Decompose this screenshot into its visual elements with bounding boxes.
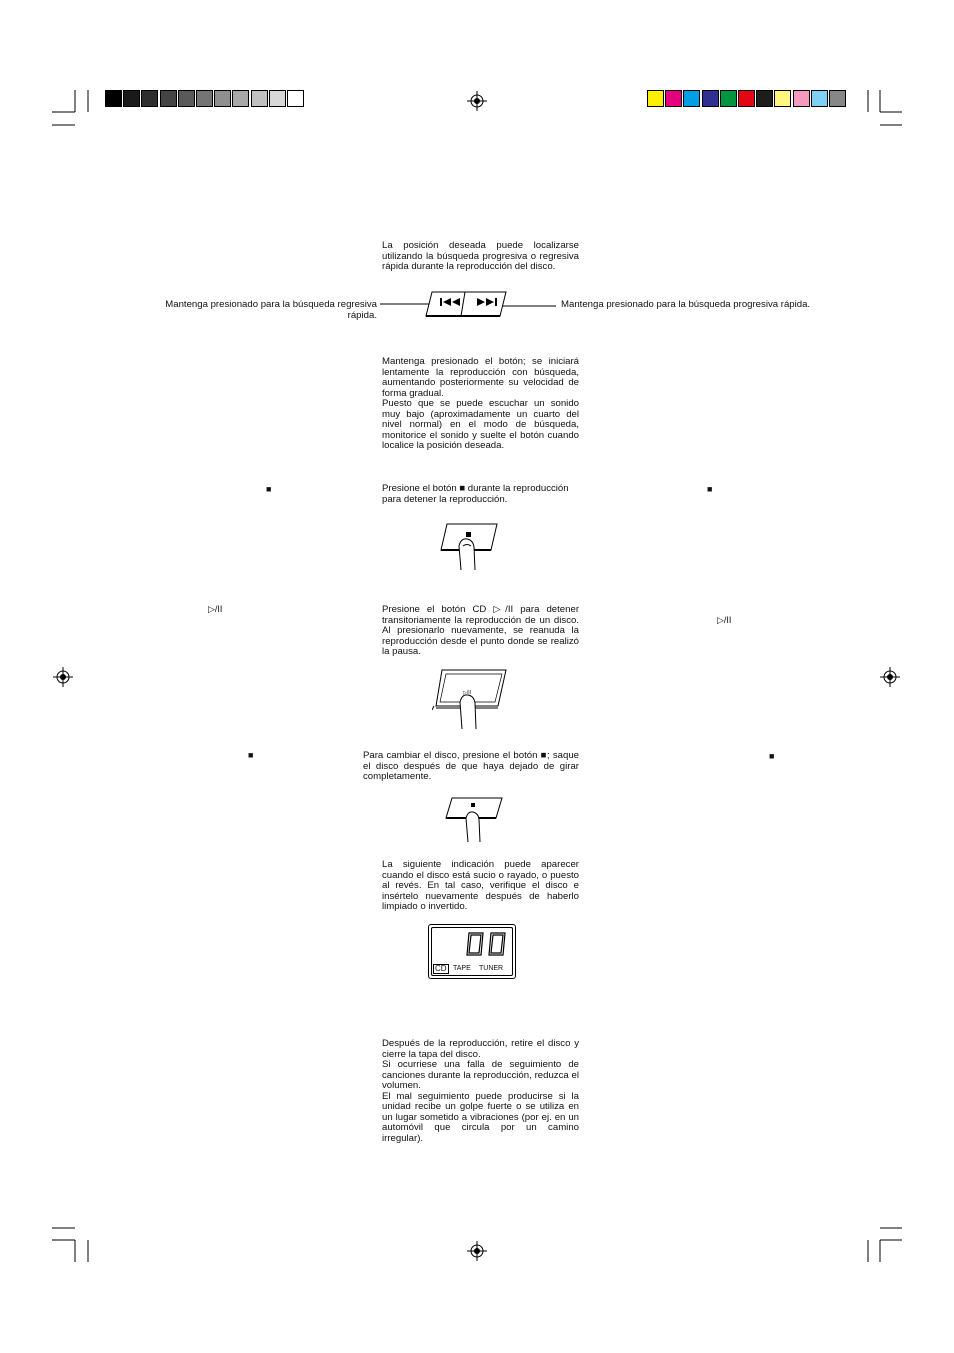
color-swatch: [829, 90, 846, 107]
color-swatch: [793, 90, 810, 107]
stop-symbol-left: ■: [266, 484, 272, 494]
stop-button-figure-2[interactable]: [440, 796, 510, 846]
color-swatch: [811, 90, 828, 107]
stop-button-figure[interactable]: [435, 522, 505, 572]
search-detail-text: Mantenga presionado el botón; se iniciará lentamente la reproducción con búsqueda, aumentando posteriormente su velocidad de forma gradual. Puesto que se puede escuchar un sonido muy bajo (aproximadamente un cuarto del nivel normal) en el modo de búsqueda, monitorice el sonido y suelte el botón cuando localice la posición deseada.: [382, 356, 579, 451]
pause-inline-symbol: ▷/II: [493, 604, 514, 615]
stop-inline-symbol: ■: [459, 483, 466, 494]
change-text-after: ; saque el disco después de que haya dejado de girar completamente.: [363, 750, 579, 782]
stop-symbol-change-right: ■: [769, 751, 775, 761]
color-swatch: [738, 90, 755, 107]
color-swatch: [123, 90, 140, 107]
color-swatch: [702, 90, 719, 107]
stop-text: [382, 484, 579, 505]
search-buttons-figure: [378, 290, 558, 320]
color-swatch: [251, 90, 268, 107]
rewind-caption: Mantenga presionado para la búsqueda regresiva rápida.: [165, 299, 377, 321]
color-swatch: [647, 90, 664, 107]
color-swatch: [665, 90, 682, 107]
registration-mark-left: [53, 667, 73, 687]
color-swatch: [756, 90, 773, 107]
forward-caption: Mantenga presionado para la búsqueda progresiva rápida.: [561, 299, 811, 310]
display-panel: [428, 924, 516, 979]
stop-text-before: Presione el botón: [382, 483, 460, 494]
skip-back-icon[interactable]: [440, 297, 462, 307]
color-swatch: [196, 90, 213, 107]
stop-symbol-right: ■: [707, 484, 713, 494]
color-swatch: [178, 90, 195, 107]
display-code-digits: [465, 931, 511, 957]
error-text: La siguiente indicación puede aparecer cuando el disco está sucio o rayado, o puesto al revés. En tal caso, verifique el disco e insértelo nuevamente después de haberlo limpiado o invertido.: [382, 859, 579, 912]
color-swatch: [683, 90, 700, 107]
color-swatch: [287, 90, 304, 107]
play-pause-symbol-right: ▷/II: [717, 615, 732, 625]
registration-mark-top: [467, 91, 487, 111]
pause-text-after: para detener transitoriamente la reproducción de un disco. Al presionarlo nuevamente, se reanuda la reproducción desde el punto donde se realizó la pausa.: [382, 604, 580, 657]
color-swatch: [141, 90, 158, 107]
color-swatch: [269, 90, 286, 107]
notes-text: Después de la reproducción, retire el disco y cierre la tapa del disco. Si ocurriese una falla de seguimiento de canciones durante la reproducción, reduzca el volumen. El mal seguimiento puede producirse si la unidad recibe un golpe fuerte o se utiliza en un lugar sometido a vibraciones (por ej. en un automóvil que circula por un camino irregular).: [382, 1038, 579, 1144]
pause-text-before: Presione el botón CD: [382, 604, 494, 615]
color-swatch: [105, 90, 122, 107]
change-text-before: Para cambiar el disco, presione el botón: [363, 750, 541, 761]
registration-mark-bottom: [467, 1241, 487, 1261]
color-swatch: [160, 90, 177, 107]
pause-text: [382, 605, 579, 658]
change-disc-text: [363, 751, 579, 783]
display-tuner-label: TUNER: [479, 965, 504, 972]
stop-symbol-change-left: ■: [248, 750, 254, 760]
registration-mark-right: [880, 667, 900, 687]
stop-text-after: durante la reproducción para detener la reproducción.: [382, 483, 569, 505]
color-swatch: [774, 90, 791, 107]
change-inline-symbol: ■: [540, 750, 547, 761]
display-cd-label: CD: [435, 964, 447, 973]
color-swatch: [232, 90, 249, 107]
search-intro-text: La posición deseada puede localizarse utilizando la búsqueda progresiva o regresiva rápida durante la reproducción del disco.: [382, 240, 579, 272]
play-pause-symbol-left: ▷/II: [208, 604, 223, 614]
pause-button-label: ▷/II: [463, 690, 472, 696]
display-tape-label: TAPE: [453, 965, 471, 972]
color-swatch: [720, 90, 737, 107]
pause-button-figure[interactable]: [432, 666, 512, 731]
color-swatch: [214, 90, 231, 107]
skip-forward-icon[interactable]: [476, 297, 498, 307]
